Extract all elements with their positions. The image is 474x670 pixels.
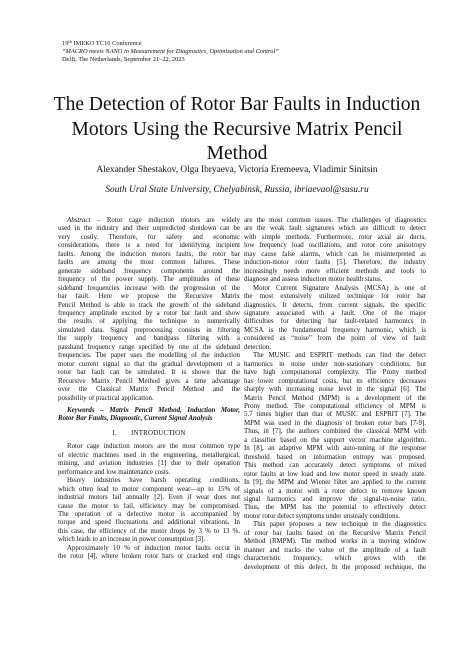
conference-header [62, 40, 279, 65]
text-line: of rotor bar faults based on the Recursive Matrix Pencil [244, 529, 426, 537]
text-line: the rotor [4], where broken rotor bars or cracked end rings [58, 553, 240, 561]
text-line: frequencies. The paper uses the modelling of the induction [58, 352, 240, 360]
text-line: motor rotor defect symptoms under unsteady conditions. [244, 512, 400, 520]
text-line: have high computational complexity. The Prony method [244, 369, 426, 377]
text-line: over the Classical Matrix Pencil Method and the [58, 386, 240, 394]
keywords [58, 407, 240, 424]
text-line: Recursive Matrix Pencil Method gives a time advantage [58, 377, 240, 385]
text-line: detection. [244, 343, 271, 351]
text-line: which often lead to motor component wear—up to 15% of [58, 485, 240, 493]
text-line: The MUSIC and ESPRIT methods can find the defect [253, 352, 426, 360]
text-line: manner and tracks the value of the amplitude of a fault [244, 546, 426, 554]
text-line: increasingly needs more efficient methods and tools to [244, 267, 426, 275]
text-line: signals of a motor with a rotor defect to remove known [244, 487, 426, 495]
text-line: used in the industry and their unpredicted shutdown can be [58, 225, 240, 233]
text-line: possibility of practical application. [58, 394, 154, 402]
text-line: This paper proposes a new technique in the diagnostics [253, 521, 426, 529]
text-line: Approximately 10 % of induction motor faults occur in [67, 544, 240, 552]
text-line: considered as “noise” from the point of view of fault [244, 335, 426, 343]
text-line: rotor faults at low load and low motor speed in steady state. [244, 470, 426, 478]
text-line: this case, the efficiency of the motor drops by 3 % to 13 %, [58, 527, 240, 535]
paper-title [30, 93, 444, 167]
right-column [244, 217, 426, 572]
text-line: are the most common issues. The challenges of diagnostics [244, 217, 426, 224]
title-line: The Detection of Rotor Bar Faults in Induction [53, 94, 421, 115]
text-line: The operation of a defective motor is accompanied by [58, 510, 240, 518]
text-line: faults. Among the induction motors faults, the rotor bar [58, 250, 240, 258]
introduction-text [58, 443, 240, 561]
text-line: MCSA is the fundamental frequency harmonic, which is [244, 326, 426, 334]
text-line: Keywords – Matrix Pencil Method, Induction Motor, [67, 406, 240, 414]
title-line: Method [206, 143, 268, 164]
abstract-label: Abstract [67, 217, 91, 224]
text-line: performance and low maintenance costs. [58, 468, 171, 476]
text-line: torque and speed fluctuations and additional vibrations. In [58, 519, 240, 527]
text-line: the results of applying the technique to numerically [58, 318, 240, 326]
text-line: the supply frequency and bandpass filtering with a [58, 335, 240, 343]
text-line: This method can accurately detect symptoms of mixed [244, 462, 426, 470]
text-line: are the weak fault signatures which are difficult to detect [244, 225, 426, 233]
text-line: rotor bar fault can be simulated. It is shown that the [58, 369, 240, 377]
text-line: Rotor cage induction motors are the most common type [67, 443, 240, 451]
text-line: Prony method. The computational efficiency of MPM is [244, 402, 426, 410]
text-line: cause the motor to fail, efficiency may be compromised. [58, 502, 240, 510]
conference-place: Delft, The Netherlands, September 21–22, 2023 [62, 56, 185, 64]
text-line: threshold based on information entropy was proposed. [244, 453, 426, 461]
text-line: frequency amplitude excited by a rotor bar fault and show [58, 309, 240, 317]
text-line: generate sideband frequency components around the [58, 267, 240, 275]
text-line: Heavy industries have harsh operating conditions, [67, 477, 240, 485]
text-line: Pencil Method is able to track the growth of the sideband [58, 301, 240, 309]
text-line: sideband frequencies increase with the progression of the [58, 284, 240, 292]
text-line [58, 217, 240, 225]
title-line: Motors Using the Recursive Matrix Pencil [71, 118, 403, 140]
text-line: low frequency load oscillations, and rotor core anisotropy [244, 242, 426, 250]
text-line: industrial motors fail annually [2]. Even if wear does not [58, 494, 240, 502]
text-line: signature associated with a fault. One of the major [244, 309, 426, 317]
text-line: simulated data. Signal preprocessing consists in filtering [58, 326, 240, 334]
abstract [58, 217, 240, 403]
text-line: the most extensively utilized technique for rotor bar [244, 293, 426, 301]
text-line: characteristic frequency, which grows with the [244, 555, 426, 563]
text-line: sharply with increasing noise level in the signal [6]. The [244, 386, 426, 394]
text-line: passband frequency range specified by one of the sideband [58, 343, 240, 351]
text-line: diagnostics. It detects, from current signals, the specific [244, 301, 426, 309]
text-line: faults are among the most common failures. These [58, 259, 240, 267]
text-line: development of this defect. In the proposed technique, the [244, 563, 426, 571]
affiliation: South Ural State University, Chelyabinsk, Russia, ibriaevaol@susu.ru [105, 185, 369, 195]
conference-theme: “MACRO meets NANO in Measurement for Diagnostics, Optimization and Control” [62, 48, 279, 56]
conference-name: 19th IMEKO TC10 Conference [62, 39, 142, 47]
right-column-text [244, 217, 426, 572]
text-line: signal harmonics and improve the signal-to-noise ratio. [244, 495, 426, 503]
text-line: MPM was used in the diagnosis of broken rotor bars [7-9]. [244, 419, 426, 427]
text-line: may cause false alarms, which can be misinterpreted as [244, 250, 426, 258]
text-line: Thus, the MPM has the potential to effectively detect [244, 504, 426, 512]
author-list: Alexander Shestakov, Olga Ibryaeva, Victoria Eremeeva, Vladimir Sinitsin [96, 165, 378, 175]
text-line: Matrix Pencil Method (MPM) is a development of the [244, 394, 426, 402]
text-line: Rotor Bar Faults, Diagnostic, Current Signal Analysis [58, 415, 213, 423]
abstract-text: – Rotor cage induction motors are widely [90, 217, 240, 224]
text-line: of electric machines used in the engineering, metallurgical, [58, 451, 240, 459]
text-line: has lower computational costs, but its efficiency decreases [244, 377, 426, 385]
text-line: mining, and aviation industries [1] due to their operation [58, 460, 240, 468]
text-line: bar fault. Here we propose the Recursive Matrix [58, 293, 240, 301]
text-line: induction-motor rotor faults [5]. Therefore, the industry [244, 259, 426, 267]
text-line: very costly. Therefore, for safety and economic [58, 233, 240, 241]
text-line: Thus, in [7], the authors combined the classical MPM with [244, 428, 426, 436]
left-column [58, 217, 240, 562]
text-line: a classifier based on the support vector machine algorithm. [244, 436, 426, 444]
text-line: harmonics in noise under non-stationary conditions, but [244, 360, 426, 368]
section-heading-introduction: I. INTRODUCTION [112, 429, 186, 437]
text-line: diagnose and assess induction motor health status. [244, 276, 383, 284]
text-line: difficulties for detecting bar fault-related harmonics in [244, 318, 426, 326]
text-line: Motor Current Signature Analysis (MCSA) is one of [253, 284, 426, 292]
text-line: which leads to an increase in power consumption [3]. [58, 536, 206, 544]
text-line: Method (RMPM). The method works in a moving window [244, 538, 426, 546]
text-line: motor current signal so that the gradual development of a [58, 360, 240, 368]
text-line: 5.7 times higher than that of MUSIC and ESPRIT [7]. The [244, 411, 426, 419]
text-line: frequency of the power supply. The amplitudes of these [58, 276, 240, 284]
text-line: In [9], the MPM and Wiener filter are applied to the current [244, 479, 426, 487]
text-line: with simple methods. Furthermore, rotor axial air ducts, [244, 233, 426, 241]
text-line: In [8], an adaptive MPM with auto-tuning of the response [244, 445, 426, 453]
text-line: considerations, there is a need for identifying incipient [58, 242, 240, 250]
